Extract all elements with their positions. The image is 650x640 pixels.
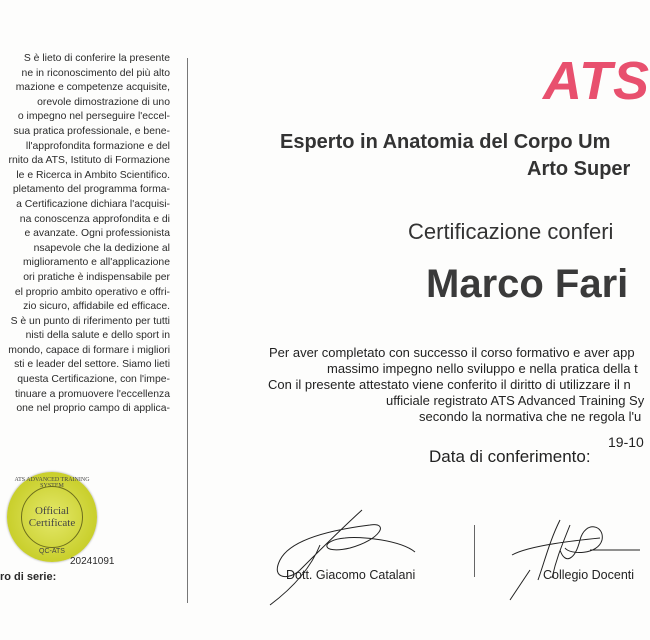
signature-catalani-icon <box>270 510 415 605</box>
certificate-subtitle: Arto Super <box>527 158 631 180</box>
description-line: mazione e competenze acquisite, <box>15 82 170 94</box>
date-value: 19-10 <box>608 434 644 450</box>
description-line: sua pratica professionale, e bene- <box>13 125 170 137</box>
serial-number: 20241091 <box>70 556 115 567</box>
description-line: sti e leader del settore. Siamo lieti <box>14 359 170 371</box>
ats-logo: ATS <box>543 51 650 111</box>
description-line: tinuare a promuovere l'eccellenza <box>14 388 170 400</box>
description-line: e avanzate. Ogni professionista <box>24 228 170 240</box>
description-line: one nel proprio campo di applica- <box>16 403 170 415</box>
description-line: orevole dimostrazione di uno <box>37 96 170 108</box>
description-line: el proprio ambito operativo e offri- <box>14 286 170 298</box>
body-line: ufficiale registrato ATS Advanced Training Sy <box>386 393 645 408</box>
certification-heading: Certificazione conferi <box>408 219 614 244</box>
description-line: S è un punto di riferimento per tutti <box>10 315 170 327</box>
seal-top-text: ATS ADVANCED TRAINING SYSTEM <box>14 477 90 489</box>
description-line: o impegno nel perseguire l'eccel- <box>17 111 170 123</box>
description-line: mondo, capace di formare i migliori <box>8 344 170 356</box>
description-line: le e Ricerca in Ambito Scientifico. <box>16 169 170 181</box>
body-line: massimo impegno nello sviluppo e nella pratica della t <box>327 361 638 376</box>
description-line: ori pratiche è indispensabile per <box>23 271 170 283</box>
serial-label: ro di serie: <box>0 571 57 583</box>
signature-name-collegio: Collegio Docenti <box>543 568 635 582</box>
recipient-name: Marco Fari <box>426 262 629 306</box>
description-line: S è lieto di conferire la presente <box>23 53 170 64</box>
signature-divider <box>474 525 475 577</box>
seal-official: Official <box>34 505 69 517</box>
signature-collegio-icon <box>510 520 640 600</box>
body-line: secondo la normativa che ne regola l'u <box>419 409 642 424</box>
description-line: na conoscenza approfondita e di <box>19 213 170 225</box>
description-line: a Certificazione dichiara l'acquisi- <box>16 198 170 210</box>
description-line: pletamento del programma forma- <box>12 184 170 196</box>
certificate-title: Esperto in Anatomia del Corpo Um <box>280 131 611 153</box>
seal-certificate: Certificate <box>28 517 76 529</box>
body-line: Con il presente attestato viene conferito il diritto di utilizzare il n <box>268 377 631 392</box>
column-divider <box>187 58 188 603</box>
signature-name-catalani: Dott. Giacomo Catalani <box>286 568 416 582</box>
description-line: ll'approfondita formazione e del <box>25 140 170 152</box>
official-certificate-seal <box>7 472 97 562</box>
description-line: questa Certificazione, con l'impe- <box>17 374 170 386</box>
seal-bottom-text: QC-ATS <box>39 548 65 555</box>
description-line: miglioramento e all'applicazione <box>23 257 170 269</box>
description-line: zio sicuro, affidabile ed efficace. <box>23 301 170 313</box>
signature-strokes <box>260 500 640 610</box>
date-label: Data di conferimento: <box>429 447 591 466</box>
description-line: nsapevole che la dedizione al <box>33 242 170 254</box>
body-line: Per aver completato con successo il corso formativo e aver app <box>269 345 635 360</box>
description-line: nisti della salute e dello sport in <box>25 330 170 342</box>
description-line: ne in riconoscimento del più alto <box>21 67 170 79</box>
certificate-description <box>0 52 170 417</box>
description-line: rnito da ATS, Istituto di Formazione <box>8 155 170 167</box>
